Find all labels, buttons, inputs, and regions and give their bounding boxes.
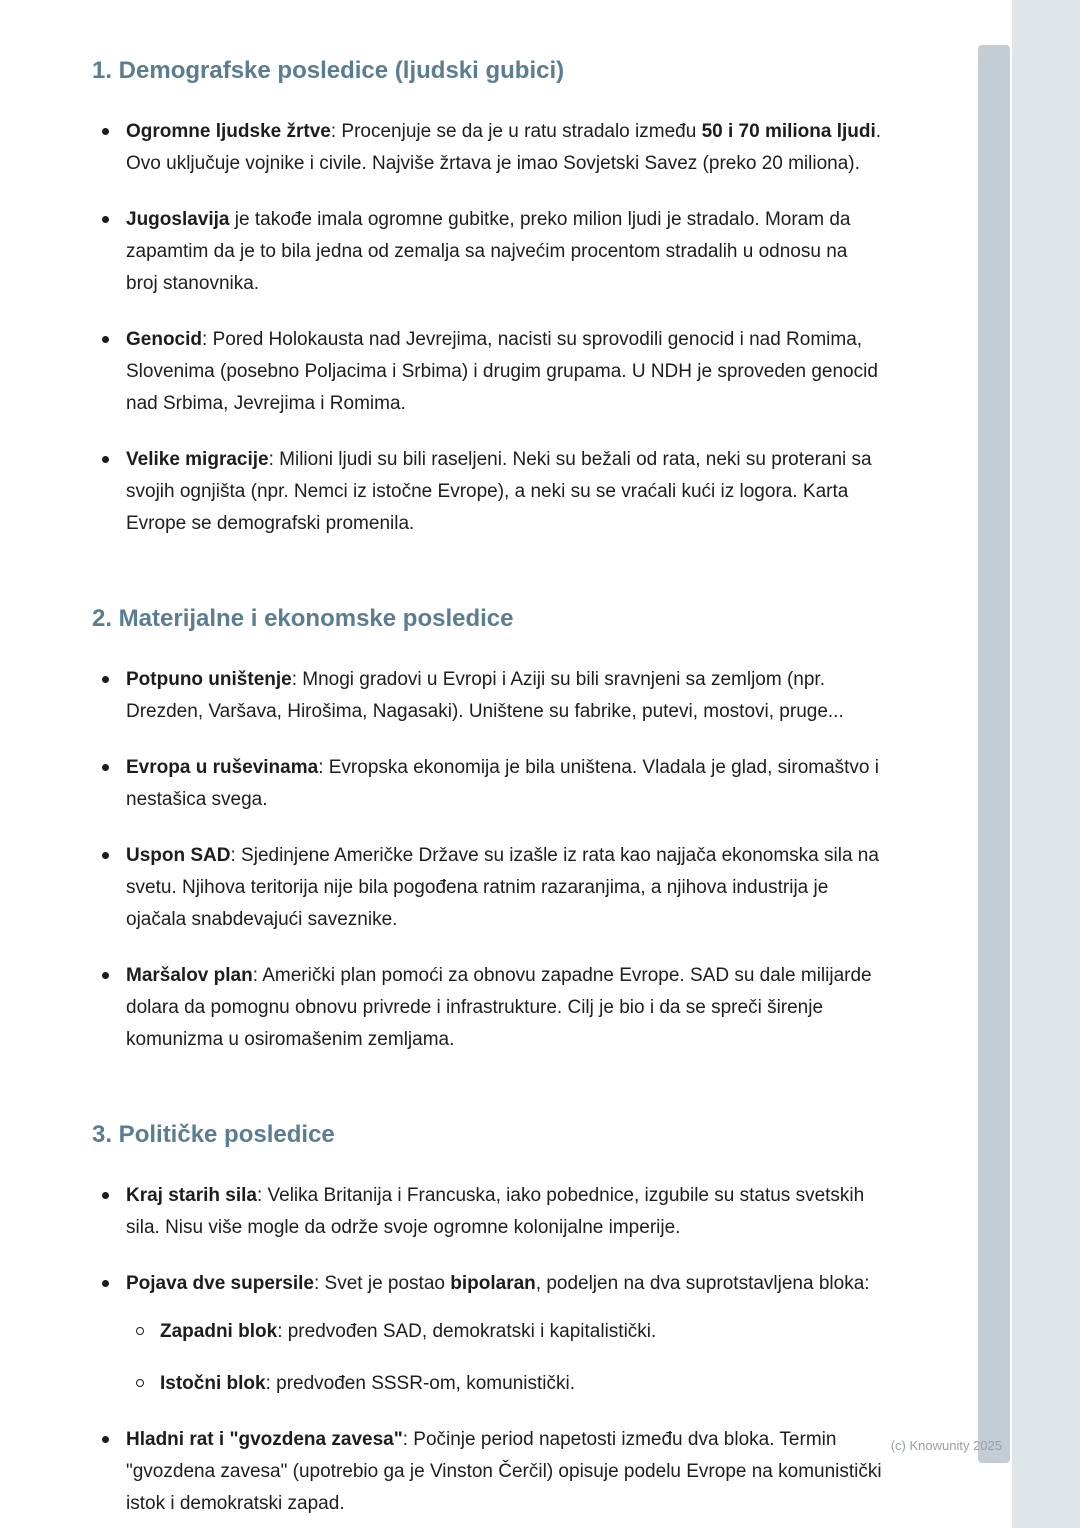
section-heading: 2. Materijalne i ekonomske posledice — [92, 605, 514, 632]
list-item — [126, 1180, 884, 1244]
list-item — [126, 840, 884, 936]
bold-text-segment: 50 i 70 miliona ljudi — [701, 121, 876, 142]
text-segment: : Pored Holokausta nad Jevrejima, nacisti su sprovodili genocid i nad Romima, Slovenima (posebno Poljacima i Srbima) i drugim grupama. U NDH je sproveden genocid nad Srbima, Jevrejima i Romima. — [126, 329, 878, 414]
bold-text-segment: Genocid — [126, 329, 203, 350]
sections — [92, 56, 884, 1520]
list-item — [126, 1268, 884, 1400]
text-segment: . Ovo uključuje vojnike i civile. Najviše žrtava je imao Sovjetski Savez (preko 20 miliona). — [126, 121, 882, 174]
section-heading: 1. Demografske posledice (ljudski gubici) — [92, 57, 565, 84]
watermark: (c) Knowunity 2025 — [890, 1438, 1002, 1453]
bold-text-segment: Potpuno uništenje — [126, 669, 292, 690]
text-segment: : Evropska ekonomija je bila uništena. Vladala je glad, siromaštvo i nestašica svega. — [126, 757, 879, 810]
bold-text-segment: Kraj starih sila — [126, 1185, 257, 1206]
bold-text-segment: Istočni blok — [160, 1373, 266, 1394]
section-heading: 3. Političke posledice — [92, 1121, 335, 1148]
text-segment: : predvođen SAD, demokratski i kapitalistički. — [277, 1321, 657, 1342]
scrollbar-thumb[interactable] — [978, 45, 1010, 1463]
bold-text-segment: Velike migracije — [126, 449, 269, 470]
sub-list-item — [160, 1316, 884, 1348]
bullet-list — [92, 1180, 884, 1520]
sub-list-item — [160, 1368, 884, 1400]
list-item — [126, 664, 884, 728]
list-item — [126, 1424, 884, 1520]
bullet-list — [92, 116, 884, 540]
text-segment: : Milioni ljudi su bili raseljeni. Neki su bežali od rata, neki su proterani sa svojih ognjišta (npr. Nemci iz istočne Evrope), a neki su se vraćali kući iz logora. Karta Evrope se demografski promenila. — [126, 449, 872, 534]
bold-text-segment: bipolaran — [450, 1273, 536, 1294]
text-segment: , podeljen na dva suprotstavljena bloka: — [535, 1273, 870, 1294]
right-panel-background — [1012, 0, 1080, 1528]
bullet-list — [92, 664, 884, 1056]
text-segment: : Velika Britanija i Francuska, iako pobednice, izgubile su status svetskih sila. Nisu više mogle da održe svoje ogromne kolonijalne imperije. — [126, 1185, 865, 1238]
text-segment: je takođe imala ogromne gubitke, preko milion ljudi je stradalo. Moram da zapamtim da je to bila jedna od zemalja sa najvećim procentom stradalih u odnosu na broj stanovnika. — [126, 209, 851, 294]
list-item — [126, 116, 884, 180]
bold-text-segment: Jugoslavija — [126, 209, 230, 230]
text-segment: : Počinje period napetosti između dva bloka. Termin "gvozdena zavesa" (upotrebio ga je Vinston Čerčil) opisuje podelu Evrope na komunistički istok i demokratski zapad. — [126, 1429, 882, 1514]
bold-text-segment: Evropa u ruševinama — [126, 757, 319, 778]
list-item — [126, 324, 884, 420]
document-content — [92, 56, 884, 1528]
list-item — [126, 444, 884, 540]
bold-text-segment: Uspon SAD — [126, 845, 231, 866]
list-item — [126, 752, 884, 816]
bold-text-segment: Zapadni blok — [160, 1321, 278, 1342]
bold-text-segment: Ogromne ljudske žrtve — [126, 121, 331, 142]
sub-bullet-list — [126, 1316, 884, 1400]
text-segment: : Svet je postao — [314, 1273, 451, 1294]
text-segment: : Mnogi gradovi u Evropi i Aziji su bili sravnjeni sa zemljom (npr. Drezden, Varšava, Hirošima, Nagasaki). Uništene su fabrike, putevi, mostovi, pruge... — [126, 669, 844, 722]
text-segment: : Sjedinjene Američke Države su izašle iz rata kao najjača ekonomska sila na svetu. Njihova teritorija nije bila pogođena ratnim razaranjima, a njihova industrija je ojačala snabdevajući saveznike. — [126, 845, 879, 930]
bold-text-segment: Pojava dve supersile — [126, 1273, 314, 1294]
bold-text-segment: Maršalov plan — [126, 965, 253, 986]
list-item — [126, 960, 884, 1056]
text-segment: : Procenjuje se da je u ratu stradalo između — [330, 121, 702, 142]
text-segment: : predvođen SSSR-om, komunistički. — [265, 1373, 575, 1394]
text-segment: : Američki plan pomoći za obnovu zapadne Evrope. SAD su dale milijarde dolara da pomognu obnovu privrede i infrastrukture. Cilj je bio i da se spreči širenje komunizma u osiromašenim zemljama. — [126, 965, 872, 1050]
bold-text-segment: Hladni rat i "gvozdena zavesa" — [126, 1429, 403, 1450]
list-item — [126, 204, 884, 300]
